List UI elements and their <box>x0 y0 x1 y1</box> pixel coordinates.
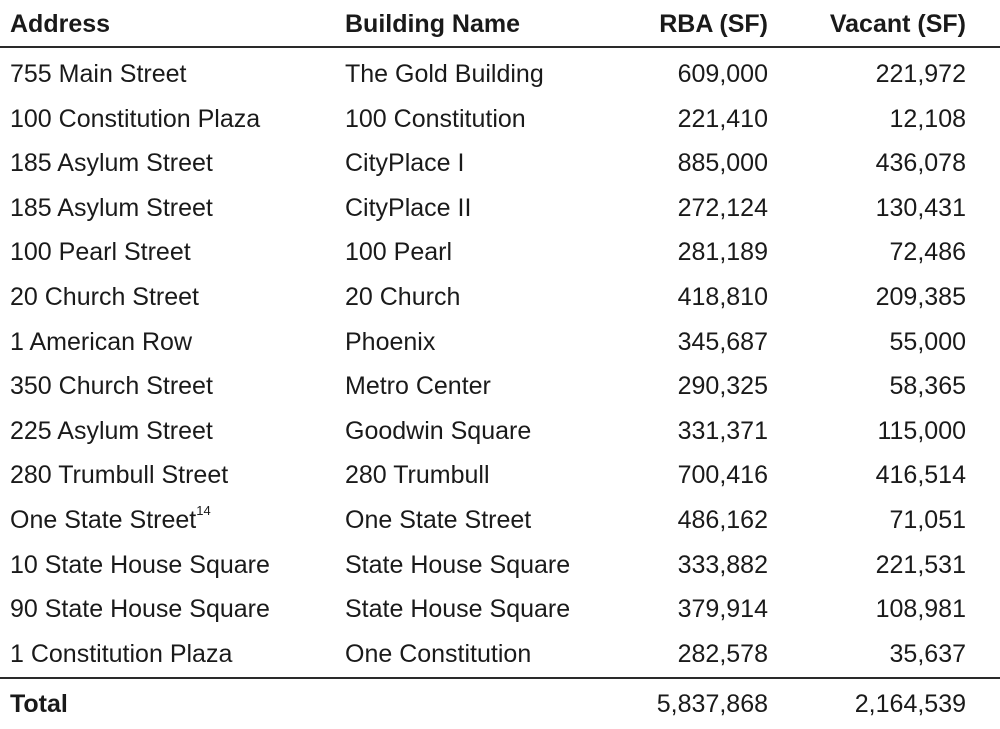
cell-vacant: 58,365 <box>889 372 966 401</box>
cell-rba: 700,416 <box>677 461 768 490</box>
cell-building-name: 280 Trumbull <box>345 461 490 490</box>
cell-building-name: CityPlace I <box>345 149 465 178</box>
cell-vacant: 35,637 <box>889 639 966 668</box>
cell-vacant: 209,385 <box>875 283 966 311</box>
cell-rba: 885,000 <box>677 149 768 178</box>
cell-rba: 333,882 <box>677 550 768 579</box>
cell-vacant: 221,972 <box>875 60 966 88</box>
table-row <box>0 186 1000 230</box>
table-row <box>0 543 1000 587</box>
cell-building-name: Goodwin Square <box>345 416 532 445</box>
cell-vacant: 72,486 <box>889 238 966 267</box>
cell-address <box>10 186 213 230</box>
cell-address-text: 20 Church Street <box>10 283 199 311</box>
footnote-marker: 14 <box>196 502 211 518</box>
cell-address <box>10 364 213 408</box>
table-row <box>0 320 1000 364</box>
cell-building-name: One State Street <box>345 506 532 534</box>
cell-vacant: 221,531 <box>875 550 966 579</box>
cell-address <box>10 498 211 542</box>
cell-rba: 282,578 <box>677 639 768 668</box>
cell-rba: 486,162 <box>677 506 768 534</box>
cell-rba: 290,325 <box>677 372 768 401</box>
cell-address <box>10 52 187 96</box>
table-row <box>0 498 1000 542</box>
cell-rba: 379,914 <box>677 595 768 624</box>
cell-address-text: 90 State House Square <box>10 595 270 624</box>
cell-address <box>10 141 213 185</box>
cell-rba: 609,000 <box>677 60 768 88</box>
cell-address <box>10 409 213 453</box>
cell-vacant: 55,000 <box>889 327 966 356</box>
header-building-name: Building Name <box>345 10 521 38</box>
table-row <box>0 97 1000 141</box>
header-divider <box>0 46 1000 48</box>
cell-rba: 281,189 <box>677 238 768 267</box>
cell-address-text: 280 Trumbull Street <box>10 461 229 490</box>
cell-address <box>10 587 270 631</box>
cell-building-name: CityPlace II <box>345 193 472 222</box>
cell-address-text: 1 Constitution Plaza <box>10 639 233 668</box>
header-vacant: Vacant (SF) <box>829 10 966 38</box>
cell-rba: 331,371 <box>677 416 768 445</box>
cell-address-text: 185 Asylum Street <box>10 149 213 178</box>
cell-address-text: 185 Asylum Street <box>10 193 213 222</box>
table-row <box>0 587 1000 631</box>
cell-rba: 221,410 <box>677 104 768 133</box>
cell-building-name: 100 Constitution <box>345 104 526 133</box>
cell-building-name: One Constitution <box>345 639 532 668</box>
cell-address <box>10 97 260 141</box>
total-rba: 5,837,868 <box>656 690 768 718</box>
total-label: Total <box>10 690 68 718</box>
cell-building-name: 100 Pearl <box>345 238 453 267</box>
table-row <box>0 141 1000 185</box>
cell-address <box>10 632 232 676</box>
cell-address-text: One State Street <box>10 506 197 534</box>
cell-address-text: 10 State House Square <box>10 550 270 579</box>
cell-building-name: 20 Church <box>345 283 461 311</box>
cell-vacant: 12,108 <box>889 104 966 133</box>
cell-building-name: State House Square <box>345 550 571 579</box>
cell-address-text: 755 Main Street <box>10 60 187 88</box>
header-rba: RBA (SF) <box>659 10 768 38</box>
table-row <box>0 275 1000 319</box>
cell-rba: 272,124 <box>677 193 768 222</box>
table-row <box>0 409 1000 453</box>
cell-address <box>10 275 199 319</box>
cell-building-name: Metro Center <box>345 372 491 401</box>
cell-building-name: State House Square <box>345 595 571 624</box>
table-row <box>0 453 1000 497</box>
cell-vacant: 108,981 <box>875 595 966 624</box>
total-vacant: 2,164,539 <box>854 690 966 718</box>
cell-building-name: Phoenix <box>345 327 436 356</box>
table-row <box>0 230 1000 274</box>
cell-address <box>10 543 270 587</box>
total-divider <box>0 677 1000 679</box>
cell-address-text: 100 Pearl Street <box>10 238 191 267</box>
table-total-row <box>0 682 1000 726</box>
cell-rba: 418,810 <box>677 283 768 311</box>
cell-address-text: 225 Asylum Street <box>10 416 213 445</box>
header-address: Address <box>10 10 111 38</box>
cell-address-text: 100 Constitution Plaza <box>10 104 261 133</box>
table-row <box>0 364 1000 408</box>
cell-address-text: 350 Church Street <box>10 372 213 401</box>
cell-address-text: 1 American Row <box>10 327 193 356</box>
cell-building-name: The Gold Building <box>345 60 544 88</box>
cell-address <box>10 320 192 364</box>
cell-vacant: 416,514 <box>875 461 966 490</box>
cell-vacant: 436,078 <box>875 149 966 178</box>
cell-vacant: 71,051 <box>889 506 966 534</box>
cell-address <box>10 453 228 497</box>
table-row <box>0 52 1000 96</box>
cell-rba: 345,687 <box>677 327 768 356</box>
table-row <box>0 632 1000 676</box>
cell-vacant: 130,431 <box>875 193 966 222</box>
cell-vacant: 115,000 <box>877 416 966 445</box>
cell-address <box>10 230 191 274</box>
table-header-row <box>0 2 1000 46</box>
